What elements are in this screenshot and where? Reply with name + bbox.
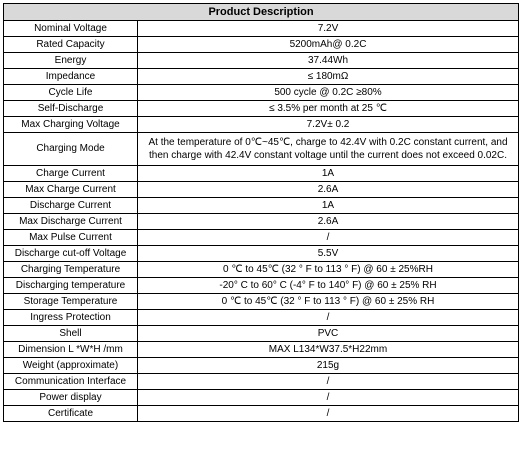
table-row — [4, 53, 519, 69]
table-row — [4, 374, 519, 390]
table-row — [4, 390, 519, 406]
spec-label: Dimension L *W*H /mm — [4, 342, 138, 358]
spec-label: Nominal Voltage — [4, 21, 138, 37]
table-row — [4, 326, 519, 342]
spec-value: PVC — [138, 326, 519, 342]
spec-label: Impedance — [4, 69, 138, 85]
table-row — [4, 166, 519, 182]
table-row — [4, 294, 519, 310]
spec-value: 1A — [138, 198, 519, 214]
spec-value: 2.6A — [138, 214, 519, 230]
spec-label: Self-Discharge — [4, 101, 138, 117]
spec-value: 215g — [138, 358, 519, 374]
spec-label: Charge Current — [4, 166, 138, 182]
spec-value: ≤ 180mΩ — [138, 69, 519, 85]
spec-value: 0 ℃ to 45℃ (32 ° F to 113 ° F) @ 60 ± 25% RH — [138, 294, 519, 310]
spec-label: Discharging temperature — [4, 278, 138, 294]
table-row — [4, 358, 519, 374]
spec-value: 0 ℃ to 45℃ (32 ° F to 113 ° F) @ 60 ± 25%RH — [138, 262, 519, 278]
spec-value: MAX L134*W37.5*H22mm — [138, 342, 519, 358]
spec-value: 7.2V — [138, 21, 519, 37]
spec-value: 2.6A — [138, 182, 519, 198]
spec-value: 5.5V — [138, 246, 519, 262]
spec-label: Shell — [4, 326, 138, 342]
table-row — [4, 214, 519, 230]
spec-rows — [4, 21, 519, 422]
spec-label: Energy — [4, 53, 138, 69]
spec-label: Communication Interface — [4, 374, 138, 390]
spec-label: Storage Temperature — [4, 294, 138, 310]
spec-label: Rated Capacity — [4, 37, 138, 53]
table-row — [4, 246, 519, 262]
spec-label: Max Pulse Current — [4, 230, 138, 246]
table-row — [4, 117, 519, 133]
spec-value: / — [138, 406, 519, 422]
spec-label: Max Discharge Current — [4, 214, 138, 230]
table-row — [4, 310, 519, 326]
spec-label: Max Charge Current — [4, 182, 138, 198]
spec-value: -20° C to 60° C (-4° F to 140° F) @ 60 ± 25% RH — [138, 278, 519, 294]
spec-value: / — [138, 374, 519, 390]
spec-value: 1A — [138, 166, 519, 182]
spec-label: Power display — [4, 390, 138, 406]
table-header-row — [4, 4, 519, 21]
spec-value: / — [138, 310, 519, 326]
spec-label: Max Charging Voltage — [4, 117, 138, 133]
spec-value: 37.44Wh — [138, 53, 519, 69]
spec-label: Ingress Protection — [4, 310, 138, 326]
spec-value: At the temperature of 0℃~45℃, charge to 42.4V with 0.2C constant current, and then charge with 42.4V constant voltage until the current does not exceed 0.02C. — [138, 133, 519, 166]
table-row — [4, 37, 519, 53]
spec-value: / — [138, 390, 519, 406]
spec-label: Weight (approximate) — [4, 358, 138, 374]
table-row — [4, 85, 519, 101]
table-title: Product Description — [4, 4, 519, 21]
table-row — [4, 182, 519, 198]
table-row — [4, 278, 519, 294]
product-spec-table — [3, 3, 519, 422]
spec-label: Charging Temperature — [4, 262, 138, 278]
spec-label: Cycle Life — [4, 85, 138, 101]
table-row — [4, 342, 519, 358]
spec-value: ≤ 3.5% per month at 25 ℃ — [138, 101, 519, 117]
table-row — [4, 406, 519, 422]
table-row — [4, 262, 519, 278]
spec-value: 7.2V± 0.2 — [138, 117, 519, 133]
spec-label: Certificate — [4, 406, 138, 422]
spec-value: / — [138, 230, 519, 246]
table-row — [4, 133, 519, 166]
table-row — [4, 230, 519, 246]
table-row — [4, 21, 519, 37]
table-row — [4, 101, 519, 117]
table-row — [4, 198, 519, 214]
spec-value: 500 cycle @ 0.2C ≥80% — [138, 85, 519, 101]
spec-value: 5200mAh@ 0.2C — [138, 37, 519, 53]
spec-label: Discharge cut-off Voltage — [4, 246, 138, 262]
spec-label: Charging Mode — [4, 133, 138, 166]
spec-label: Discharge Current — [4, 198, 138, 214]
table-row — [4, 69, 519, 85]
